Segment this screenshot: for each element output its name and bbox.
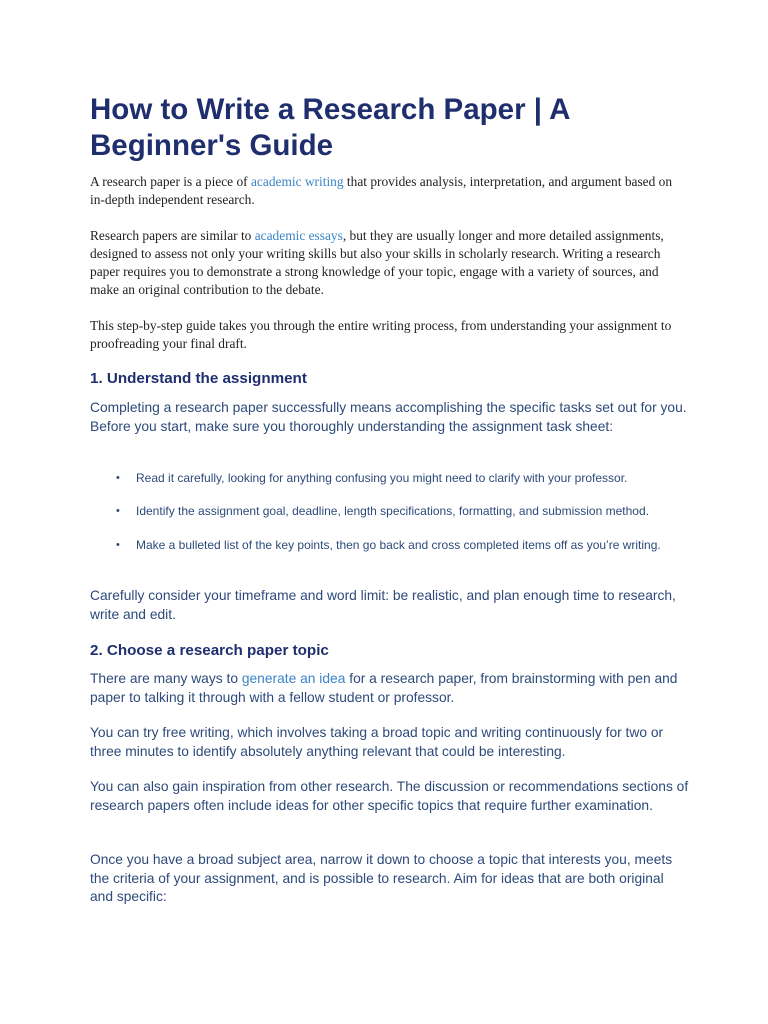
bullet-icon: •: [116, 539, 120, 551]
list-item: [90, 537, 690, 571]
intro-p1-text-before: A research paper is a piece of: [90, 174, 251, 189]
list-item: [90, 470, 690, 503]
section-2-paragraph-1: [90, 670, 690, 707]
intro-p2-text-after: , but they are usually longer and more detailed assignments, designed to assess not only your writing skills but also your skills in scholarly research. Writing a research paper requires you to demonstrate a strong knowledge of your topic, engage with a variety of sources, and make an original contribution to the debate.: [90, 228, 664, 297]
list-item-text: Make a bulleted list of the key points, then go back and cross completed items off as you’re writing.: [136, 538, 661, 552]
intro-p2-text-before: Research papers are similar to: [90, 228, 255, 243]
section-2-paragraph-3: You can also gain inspiration from other research. The discussion or recommendations sections of research papers often include ideas for other specific topics that require further examination.: [90, 779, 689, 813]
section-2-heading: 2. Choose a research paper topic: [90, 642, 329, 659]
section-2-paragraph-4: Once you have a broad subject area, narrow it down to choose a topic that interests you, meets the criteria of your assignment, and is possible to research. Aim for ideas that are both original and specific:: [90, 852, 673, 904]
section-2-p1-text-before: There are many ways to: [90, 671, 242, 686]
academic-essays-link[interactable]: academic essays: [254, 228, 343, 243]
generate-an-idea-link[interactable]: generate an idea: [241, 671, 346, 686]
list-item: [90, 503, 690, 537]
section-1-paragraph-1: Completing a research paper successfully means accomplishing the specific tasks set out for you. Before you start, make sure you thoroughly understanding the assignment task sheet:: [90, 400, 687, 434]
section-1-heading: 1. Understand the assignment: [90, 370, 307, 387]
intro-paragraph-3: This step-by-step guide takes you through the entire writing process, from understanding your assignment to proofreading your final draft.: [90, 318, 672, 351]
section-2-paragraph-2: You can try free writing, which involves taking a broad topic and writing continuously for two or three minutes to identify absolutely anything relevant that could be interesting.: [90, 725, 664, 759]
academic-writing-link[interactable]: academic writing: [250, 174, 344, 189]
section-2-p1-text-after: for a research paper, from brainstorming with pen and paper to talking it through with a fellow student or professor.: [90, 671, 678, 705]
section-1-paragraph-2: Carefully consider your timeframe and word limit: be realistic, and plan enough time to research, write and edit.: [90, 588, 676, 622]
page-title: How to Write a Research Paper | A Beginner's Guide: [90, 93, 570, 162]
intro-paragraph-1: [90, 173, 690, 209]
intro-paragraph-2: [90, 227, 690, 299]
assignment-checklist: [90, 470, 690, 571]
list-item-text: Read it carefully, looking for anything confusing you might need to clarify with your professor.: [136, 471, 628, 485]
intro-p1-text-after: that provides analysis, interpretation, and argument based on in-depth independent research.: [90, 174, 673, 207]
list-item-text: Identify the assignment goal, deadline, length specifications, formatting, and submission method.: [136, 504, 649, 518]
bullet-icon: •: [116, 472, 120, 484]
bullet-icon: •: [116, 505, 120, 517]
